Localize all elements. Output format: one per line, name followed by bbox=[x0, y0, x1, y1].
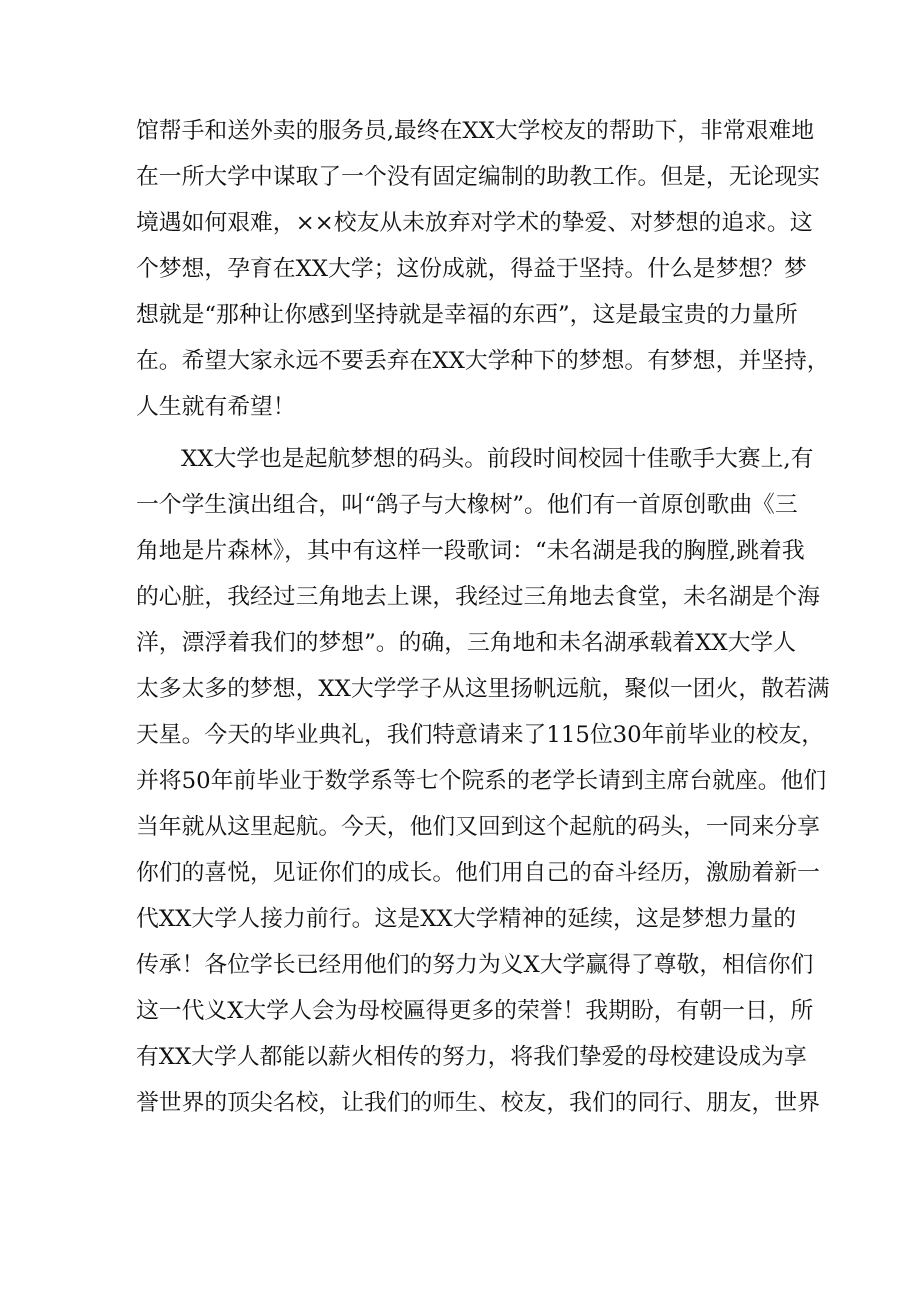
text-line: 一个学生演出组合，叫“鸽子与大橡树”。他们有一首原创歌曲《三 bbox=[136, 492, 798, 518]
text-line: 太多太多的梦想，XX大学学子从这里扬帆远航，聚似一团火，散若满 bbox=[136, 676, 830, 702]
text-line: 代XX大学人接力前行。这是XX大学精神的延续，这是梦想力量的 bbox=[136, 906, 796, 932]
text-line: 在一所大学中谋取了一个没有固定编制的助教工作。但是，无论现实 bbox=[136, 164, 820, 190]
paragraph-dream-harbor bbox=[136, 436, 830, 1126]
text-line: 你们的喜悦，见证你们的成长。他们用自己的奋斗经历，激励着新一 bbox=[136, 860, 820, 886]
text-line: 角地是片森林》，其中有这样一段歌词：“未名湖是我的胸膛,跳着我 bbox=[136, 538, 805, 564]
text-line: 境遇如何艰难，××校友从未放弃对学术的挚爱、对梦想的追求。这 bbox=[136, 210, 813, 236]
text-line: 天星。今天的毕业典礼，我们特意请来了115位30年前毕业的校友， bbox=[136, 722, 825, 748]
text-line: 想就是“那种让你感到坚持就是幸福的东西”，这是最宝贵的力量所 bbox=[136, 302, 798, 328]
text-line: 人生就有希望！ bbox=[136, 394, 296, 420]
text-line: 的心脏，我经过三角地去上课，我经过三角地去食堂，未名湖是个海 bbox=[136, 584, 820, 610]
text-line: 这一代义X大学人会为母校匾得更多的荣誉！我期盼，有朝一日，所 bbox=[136, 998, 814, 1024]
text-line: 当年就从这里起航。今天，他们又回到这个起航的码头，一同来分享 bbox=[136, 814, 820, 840]
text-line: 馆帮手和送外卖的服务员,最终在XX大学校友的帮助下，非常艰难地 bbox=[136, 118, 815, 144]
text-line: 在。希望大家永远不要丢弃在XX大学种下的梦想。有梦想，并坚持， bbox=[136, 348, 830, 374]
text-line: 个梦想，孕育在XX大学；这份成就，得益于坚持。什么是梦想？梦 bbox=[136, 256, 807, 282]
document-body bbox=[136, 108, 830, 1126]
text-line: 洋，漂浮着我们的梦想”。的确，三角地和未名湖承载着XX大学人 bbox=[136, 630, 796, 656]
text-line: XX大学也是起航梦想的码头。前段时间校园十佳歌手大赛上,有 bbox=[181, 446, 814, 472]
paragraph-dream-persistence bbox=[136, 108, 830, 430]
text-line: 传承！各位学长已经用他们的努力为义X大学赢得了尊敬，相信你们 bbox=[136, 952, 814, 978]
text-line: 并将50年前毕业于数学系等七个院系的老学长请到主席台就座。他们 bbox=[136, 768, 827, 794]
text-line: 有XX大学人都能以薪火相传的努力，将我们挚爱的母校建设成为享 bbox=[136, 1044, 807, 1070]
text-line: 誉世界的顶尖名校，让我们的师生、校友，我们的同行、朋友，世界 bbox=[136, 1090, 820, 1116]
